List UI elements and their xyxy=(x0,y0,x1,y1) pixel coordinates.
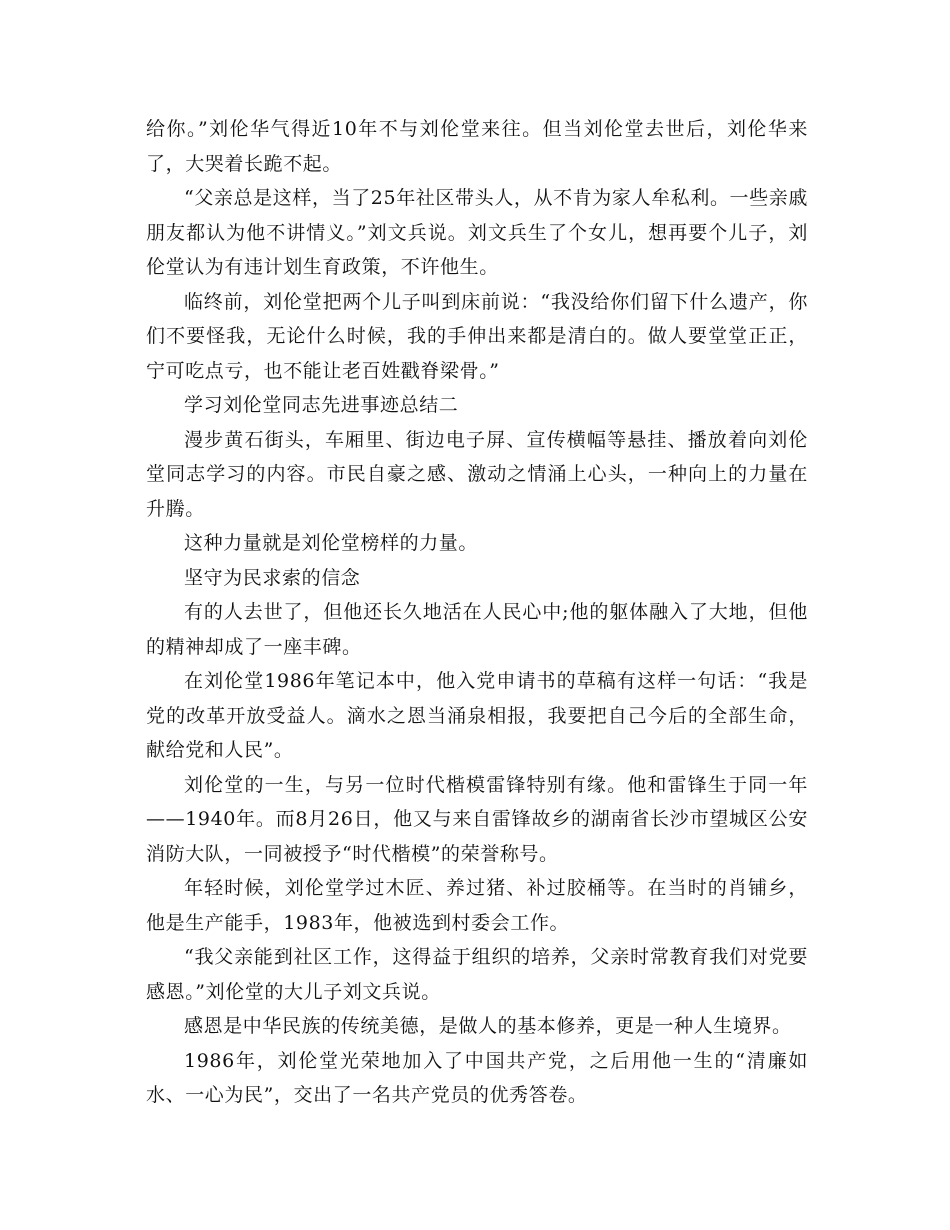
document-page xyxy=(146,112,808,1113)
paragraph-2: “父亲总是这样，当了25年社区带头人，从不肯为家人牟私利。一些亲戚朋友都认为他不讲情义。”刘文兵说。刘文兵生了个女儿，想再要个儿子，刘伦堂认为有违计划生育政策，不许他生。 xyxy=(146,187,808,278)
paragraph-10: 刘伦堂的一生，与另一位时代楷模雷锋特别有缘。他和雷锋生于同一年——1940年。而8月26日，他又与来自雷锋故乡的湖南省长沙市望城区公安消防大队，一同被授予“时代楷模”的荣誉称号。 xyxy=(146,773,808,865)
paragraph-14: 1986年，刘伦堂光荣地加入了中国共产党，之后用他一生的“清廉如水、一心为民”，交出了一名共产党员的优秀答卷。 xyxy=(146,1049,808,1106)
paragraph-8: 有的人去世了，但他还长久地活在人民心中;他的躯体融入了大地，但他的精神却成了一座丰碑。 xyxy=(146,601,808,658)
paragraph-13: 感恩是中华民族的传统美德，是做人的基本修养，更是一种人生境界。 xyxy=(184,1015,792,1037)
paragraph-5: 漫步黄石街头，车厢里、街边电子屏、宣传横幅等悬挂、播放着向刘伦堂同志学习的内容。市民自豪之感、激动之情涌上心头，一种向上的力量在升腾。 xyxy=(146,428,808,520)
section-heading: 学习刘伦堂同志先进事迹总结二 xyxy=(184,394,459,416)
paragraph-6: 这种力量就是刘伦堂榜样的力量。 xyxy=(184,532,479,554)
paragraph-9: 在刘伦堂1986年笔记本中，他入党申请书的草稿有这样一句话：“我是党的改革开放受益人。滴水之恩当涌泉相报，我要把自己今后的全部生命，献给党和人民”。 xyxy=(146,670,808,761)
paragraph-12: “我父亲能到社区工作，这得益于组织的培养，父亲时常教育我们对党要感恩。”刘伦堂的大儿子刘文兵说。 xyxy=(146,946,808,1003)
paragraph-1: 给你。”刘伦华气得近10年不与刘伦堂来往。但当刘伦堂去世后，刘伦华来了，大哭着长跪不起。 xyxy=(146,118,808,175)
paragraph-11: 年轻时候，刘伦堂学过木匠、养过猪、补过胶桶等。在当时的肖铺乡，他是生产能手，1983年，他被选到村委会工作。 xyxy=(146,877,808,934)
paragraph-3: 临终前，刘伦堂把两个儿子叫到床前说：“我没给你们留下什么遗产，你们不要怪我，无论什么时候，我的手伸出来都是清白的。做人要堂堂正正，宁可吃点亏，也不能让老百姓戳脊梁骨。” xyxy=(146,290,808,382)
subheading: 坚守为民求索的信念 xyxy=(184,566,361,589)
